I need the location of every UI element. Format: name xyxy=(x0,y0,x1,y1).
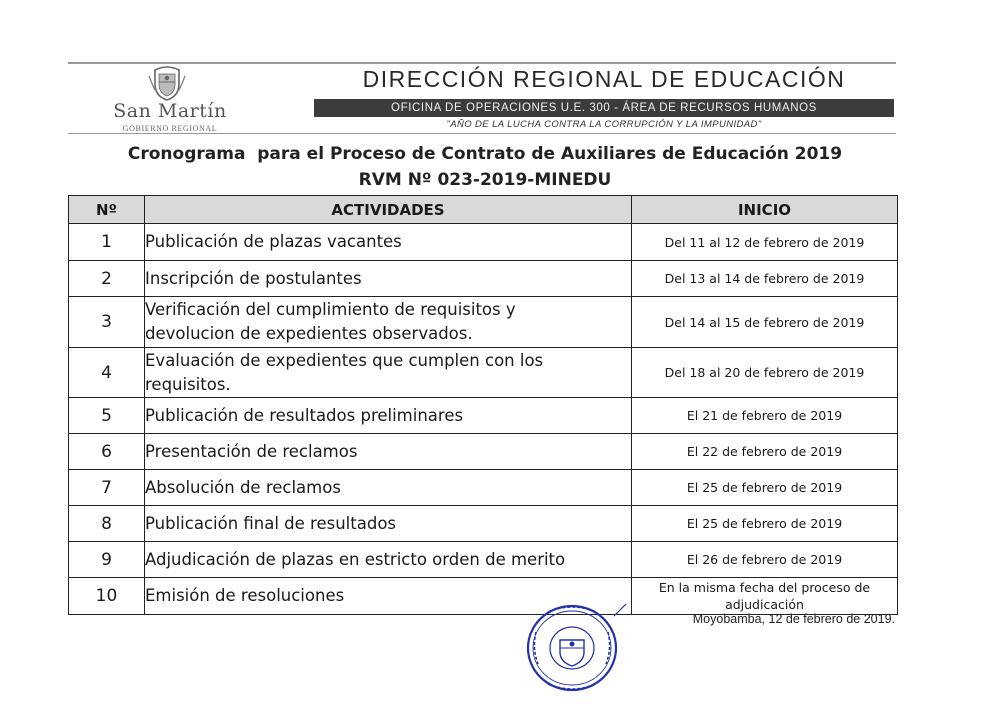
row-date-line-1: En la misma fecha del proceso de xyxy=(658,580,871,595)
row-activity-line-2: devolucion de expedientes observados. xyxy=(145,324,473,343)
row-number: 9 xyxy=(69,542,145,578)
row-date: Del 13 al 14 de febrero de 2019 xyxy=(632,261,898,297)
table-row xyxy=(69,348,898,398)
title-line-2: RVM Nº 023-2019-MINEDU xyxy=(358,170,612,190)
table-row xyxy=(69,224,898,261)
row-activity-line-1: Verificación del cumplimiento de requisitos y xyxy=(145,300,516,319)
office-banner: OFICINA DE OPERACIONES U.E. 300 - ÁREA DE RECURSOS HUMANOS xyxy=(314,99,894,117)
row-number: 5 xyxy=(69,398,145,434)
row-activity: Emisión de resoluciones xyxy=(145,578,632,615)
row-date: Del 11 al 12 de febrero de 2019 xyxy=(632,224,898,261)
logo-subtitle: GOBIERNO REGIONAL xyxy=(122,124,218,133)
row-activity: Presentación de reclamos xyxy=(145,434,632,470)
row-number: 7 xyxy=(69,470,145,506)
year-motto: "AÑO DE LA LUCHA CONTRA LA CORRUPCIÓN Y LA IMPUNIDAD" xyxy=(446,119,762,130)
document-title xyxy=(60,141,910,193)
table-header-row xyxy=(69,196,898,224)
row-date: El 25 de febrero de 2019 xyxy=(632,506,898,542)
row-number: 10 xyxy=(69,578,145,615)
row-date: Del 18 al 20 de febrero de 2019 xyxy=(632,348,898,398)
row-date: El 26 de febrero de 2019 xyxy=(632,542,898,578)
row-date xyxy=(632,578,898,615)
row-activity: Adjudicación de plazas en estricto orden de merito xyxy=(145,542,632,578)
row-date-line-2: adjudicación xyxy=(725,597,804,612)
row-date: El 21 de febrero de 2019 xyxy=(632,398,898,434)
official-stamp-icon xyxy=(522,596,634,696)
row-activity: Inscripción de postulantes xyxy=(145,261,632,297)
regional-government-logo xyxy=(70,64,310,134)
directorate-title: DIRECCIÓN REGIONAL DE EDUCACIÓN xyxy=(362,66,846,92)
row-number: 3 xyxy=(69,297,145,348)
row-date: El 25 de febrero de 2019 xyxy=(632,470,898,506)
table-row xyxy=(69,506,898,542)
header-activities: ACTIVIDADES xyxy=(145,196,632,224)
table-row xyxy=(69,297,898,348)
table-row xyxy=(69,578,898,615)
row-activity xyxy=(145,297,632,348)
row-activity: Publicación de resultados preliminares xyxy=(145,398,632,434)
header-number: Nº xyxy=(69,196,145,224)
row-activity: Absolución de reclamos xyxy=(145,470,632,506)
row-number: 1 xyxy=(69,224,145,261)
schedule-table xyxy=(68,195,898,615)
row-activity: Publicación final de resultados xyxy=(145,506,632,542)
row-date: Del 14 al 15 de febrero de 2019 xyxy=(632,297,898,348)
row-activity xyxy=(145,348,632,398)
table-row xyxy=(69,470,898,506)
header-start: INICIO xyxy=(632,196,898,224)
coat-of-arms-icon xyxy=(147,66,187,102)
table-row xyxy=(69,542,898,578)
title-line-1: Cronograma para el Proceso de Contrato de Auxiliares de Educación 2019 xyxy=(127,144,843,164)
row-number: 8 xyxy=(69,506,145,542)
row-number: 4 xyxy=(69,348,145,398)
row-activity-line-2: requisitos. xyxy=(145,374,231,394)
table-row xyxy=(69,434,898,470)
row-number: 2 xyxy=(69,261,145,297)
place-and-date: Moyobamba, 12 de febrero de 2019. xyxy=(692,612,895,626)
row-date: El 22 de febrero de 2019 xyxy=(632,434,898,470)
table-row xyxy=(69,398,898,434)
table-row xyxy=(69,261,898,297)
header-bottom-rule xyxy=(68,133,896,134)
row-activity-line-1: Evaluación de expedientes que cumplen con los xyxy=(145,350,544,370)
logo-name: San Martín xyxy=(113,100,227,122)
row-number: 6 xyxy=(69,434,145,470)
row-activity: Publicación de plazas vacantes xyxy=(145,224,632,261)
